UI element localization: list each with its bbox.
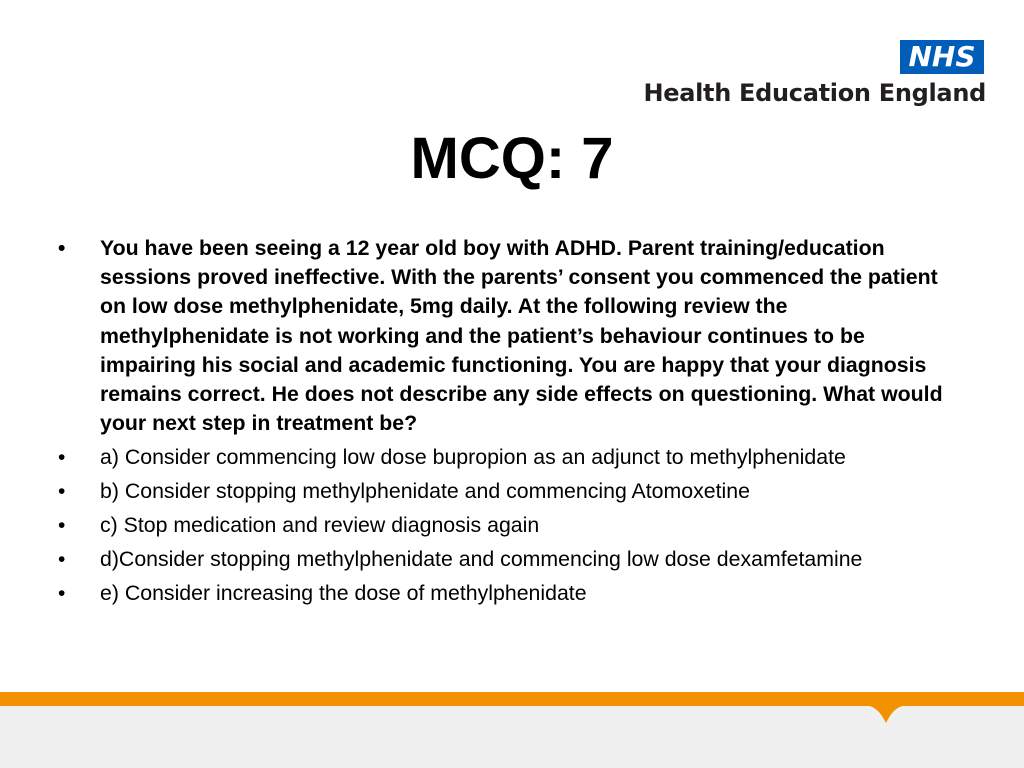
organisation-name: Health Education England bbox=[643, 79, 986, 107]
option-d bbox=[58, 545, 958, 574]
option-text: a) Consider commencing low dose bupropion as an adjunct to methylphenidate bbox=[100, 445, 846, 470]
question-list bbox=[58, 234, 958, 613]
bullet-icon: • bbox=[58, 446, 66, 470]
bullet-icon: • bbox=[58, 237, 66, 260]
option-text: c) Stop medication and review diagnosis again bbox=[100, 513, 540, 538]
option-a bbox=[58, 443, 958, 472]
footer-orange-bar bbox=[0, 692, 1024, 706]
option-text: b) Consider stopping methylphenidate and commencing Atomoxetine bbox=[100, 479, 750, 504]
option-text: e) Consider increasing the dose of methylphenidate bbox=[100, 581, 587, 606]
bullet-icon: • bbox=[58, 480, 66, 504]
option-e bbox=[58, 579, 958, 608]
hee-logo bbox=[626, 40, 986, 112]
question-item bbox=[58, 234, 958, 438]
bullet-icon: • bbox=[58, 548, 66, 572]
bullet-icon: • bbox=[58, 582, 66, 606]
option-text: d)Consider stopping methylphenidate and commencing low dose dexamfetamine bbox=[100, 547, 863, 572]
slide-title: MCQ: 7 bbox=[410, 126, 614, 191]
option-c bbox=[58, 511, 958, 540]
nhs-logo: NHS bbox=[900, 40, 984, 74]
question-text: You have been seeing a 12 year old boy with ADHD. Parent training/education sessions proved ineffective. With the parents’ consent you commenced the patient on low dose methylphenidate, 5mg daily. At the following review the methylphenidate is not working and the patient’s behaviour continues to be impairing his social and academic functioning. You are happy that your diagnosis remains correct. He does not describe any side effects on questioning. What would your next step in treatment be? bbox=[100, 236, 943, 436]
footer-notch-shape bbox=[862, 705, 910, 725]
bullet-icon: • bbox=[58, 514, 66, 538]
option-b bbox=[58, 477, 958, 506]
